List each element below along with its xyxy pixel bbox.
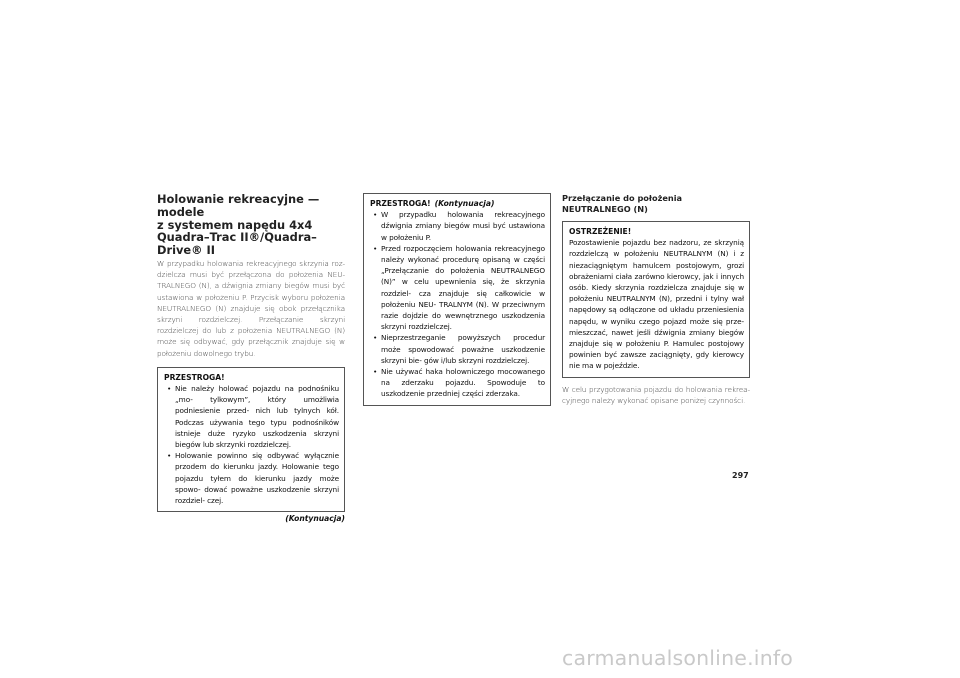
warning-title: OSTRZEŻENIE! xyxy=(569,227,632,236)
caution-item: • Nie używać haka holowniczego mocowanego na zderzaku pojazdu. Spowoduje to uszkodzenie przedniej części zderzaka. xyxy=(370,366,545,400)
warning-text: Pozostawienie pojazdu bez nadzoru, ze skrzynią rozdzielczą w położeniu NEUTRALNYM (N) i z niezaciągniętym hamulcem postojowym, grozi obrażeniami ciała zarówno kierowcy, jak i innych osób. Kiedy skrzynia rozdzielcza znajduje się w położeniu NEUTRALNYM (N), przedni i tylny wał napędowy są odłączone od układu przeniesienia napędu, w wyniku czego pojazd może się prze- mieszczać, nawet jeśli dźwignia zmiany biegów znajduje się w położeniu P. Hamulec postojowy powinien być zawsze zaciągnięty, gdy kierowcy nie ma w pojeździe. xyxy=(569,238,744,371)
caution-box-1 xyxy=(157,367,345,512)
caution-box-2 xyxy=(363,193,551,406)
subsection-heading: Przełączanie do położenia NEUTRALNEGO (N) xyxy=(562,193,683,214)
right-column xyxy=(562,193,750,406)
left-column xyxy=(157,193,345,523)
watermark: carmanualsonline.info xyxy=(562,646,794,670)
caution-list xyxy=(164,383,339,506)
caution-title-continued: (Kontynuacja) xyxy=(434,199,495,208)
caution-item: • Przed rozpoczęciem holowania rekreacyjnego należy wykonać procedurę opisaną w części „Przełączanie do położenia NEUTRALNEGO (N)” w celu upewnienia się, że skrzynia rozdziel- cza znajduje się całkowicie w położeniu NEU- TRALNYM (N). W przeciwnym razie dojdzie do wewnętrznego uszkodzenia skrzyni rozdzielczej. xyxy=(370,243,545,333)
caution-title xyxy=(370,198,545,209)
heading-line-3: Quadra–Trac II®/Quadra–Drive® II xyxy=(157,230,317,258)
section-heading xyxy=(157,193,345,257)
heading-line-2: z systemem napędu 4x4 xyxy=(157,217,313,232)
intro-paragraph: W przypadku holowania rekreacyjnego skrzynia roz- dzielcza musi być przełączona do położenia NEU- TRALNEGO (N), a dźwignia zmiany biegów musi być ustawiona w położeniu P. Przycisk wyboru położenia NEUTRALNEGO (N) znajduje się obok przełącznika skrzyni rozdzielczej. Przełączanie skrzyni rozdzielczej do lub z położenia NEUTRALNEGO (N) może się odbywać, gdy przełącznik znajduje się w położeniu dowolnego trybu. xyxy=(157,258,345,358)
caution-item: • W przypadku holowania rekreacyjnego dźwignia zmiany biegów musi być ustawiona w położeniu P. xyxy=(370,209,545,243)
caution-item: • Holowanie powinno się odbywać wyłącznie przodem do kierunku jazdy. Holowanie tego pojazdu tyłem do kierunku jazdy może spowo- dować poważne uszkodzenie skrzyni rozdziel- czej. xyxy=(164,450,339,506)
caution-title: PRZESTROGA! xyxy=(164,372,225,382)
caution-list xyxy=(370,209,545,399)
instruction-paragraph: W celu przygotowania pojazdu do holowania rekrea- cyjnego należy wykonać opisane poniżej czynności. xyxy=(562,384,750,405)
middle-column xyxy=(363,193,551,406)
continued-label: (Kontynuacja) xyxy=(285,514,345,524)
caution-title-text: PRZESTROGA! xyxy=(370,199,431,208)
caution-item: • Nie należy holować pojazdu na podnośniku „mo- tylkowym”, który umożliwia podniesienie przed- nich lub tylnych kół. Podczas używania tego typu podnośników istnieje duże ryzyko uszkodzenia skrzyni biegów lub skrzynki rozdzielczej. xyxy=(164,383,339,450)
page-number: 297 xyxy=(732,471,749,480)
heading-line-1: Holowanie rekreacyjne — modele xyxy=(157,192,320,219)
caution-item: • Nieprzestrzeganie powyższych procedur może spowodować poważne uszkodzenie skrzyni bie- gów i/lub skrzyni rozdzielczej. xyxy=(370,332,545,366)
warning-box xyxy=(562,221,750,378)
